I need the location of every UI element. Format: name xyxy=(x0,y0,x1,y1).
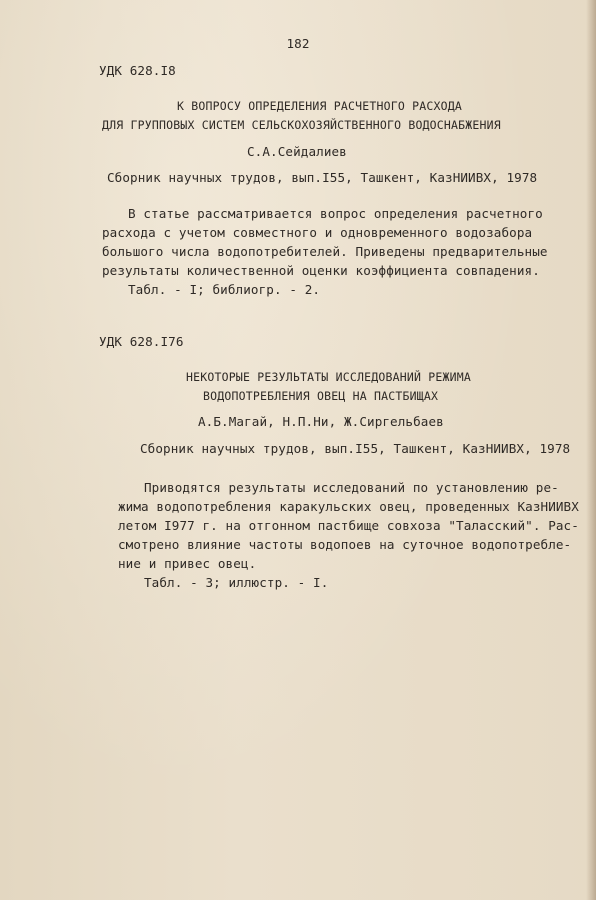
page-number: 182 xyxy=(286,36,310,51)
entry-2-udk: УДК 628.I76 xyxy=(99,334,184,349)
entry-1-abstract-line-1: В статье рассматривается вопрос определения расчетного xyxy=(128,206,543,221)
entry-1-abstract xyxy=(102,204,548,299)
entry-2-abstract-line-3: летом I977 г. на отгонном пастбище совхоза "Таласский". Рас- xyxy=(118,518,579,533)
entry-2-abstract-line-4: смотрено влияние частоты водопоев на суточное водопотребле- xyxy=(118,537,572,552)
entry-1-udk: УДК 628.I8 xyxy=(99,63,176,78)
entry-1-abstract-line-4: результаты количественной оценки коэффициента совпадения. xyxy=(102,263,540,278)
entry-2-abstract xyxy=(118,478,579,592)
entry-2-authors: А.Б.Магай, Н.П.Ни, Ж.Сиргельбаев xyxy=(198,414,444,429)
entry-2-title-line-2: ВОДОПОТРЕБЛЕНИЯ ОВЕЦ НА ПАСТБИЩАХ xyxy=(203,389,439,403)
entry-2-source: Сборник научных трудов, вып.I55, Ташкент, КазНИИВХ, 1978 xyxy=(140,441,571,456)
entry-2-abstract-line-1: Приводятся результаты исследований по установлению ре- xyxy=(144,480,559,495)
page-edge-shadow xyxy=(586,0,596,900)
entry-2-abstract-line-5: ние и привес овец. xyxy=(118,556,257,571)
entry-1-abstract-line-3: большого числа водопотребителей. Приведены предварительные xyxy=(102,244,548,259)
entry-1-title-line-2: ДЛЯ ГРУППОВЫХ СИСТЕМ СЕЛЬСКОХОЗЯЙСТВЕННОГО ВОДОСНАБЖЕНИЯ xyxy=(102,118,501,132)
entry-1-title-line-1: К ВОПРОСУ ОПРЕДЕЛЕНИЯ РАСЧЕТНОГО РАСХОДА xyxy=(177,99,462,113)
entry-1-abstract-line-2: расхода с учетом совместного и одновременного водозабора xyxy=(102,225,533,240)
entry-2-note: Табл. - 3; иллюстр. - I. xyxy=(144,575,329,590)
entry-1-authors: С.А.Сейдалиев xyxy=(247,144,347,159)
entry-2-title-line-1: НЕКОТОРЫЕ РЕЗУЛЬТАТЫ ИССЛЕДОВАНИЙ РЕЖИМА xyxy=(186,370,471,384)
entry-2-abstract-line-2: жима водопотребления каракульских овец, проведенных КазНИИВХ xyxy=(118,499,579,514)
entry-1-source: Сборник научных трудов, вып.I55, Ташкент, КазНИИВХ, 1978 xyxy=(107,170,538,185)
entry-1-note: Табл. - I; библиогр. - 2. xyxy=(128,282,321,297)
